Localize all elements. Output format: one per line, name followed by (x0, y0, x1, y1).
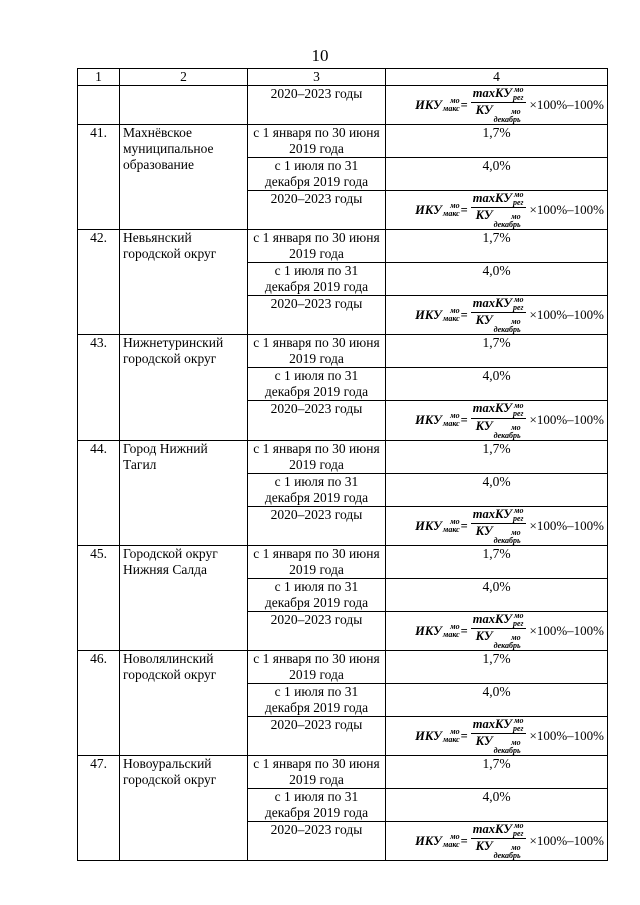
page-number: 10 (311, 46, 329, 65)
municipality-name: Нижнетуринский городской округ (120, 335, 248, 440)
value-cell: 4,0% (386, 683, 608, 716)
value-cell: 1,7% (386, 230, 608, 263)
formula: ИКУ мо макс = maxКУ мо рег КУ мо декабрь ×100%–100% (415, 610, 604, 650)
header-cell-4: 4 (386, 69, 608, 86)
table-row (78, 440, 608, 473)
formula-cell (386, 296, 608, 335)
row-number: 42. (78, 230, 120, 335)
value-cell: 4,0% (386, 578, 608, 611)
municipality-name: Махнёвское муниципальное образование (120, 125, 248, 230)
value-cell: 4,0% (386, 788, 608, 821)
row-number: 41. (78, 125, 120, 230)
formula-cell (386, 191, 608, 230)
formula: ИКУ мо макс = maxКУ мо рег КУ мо декабрь ×100%–100% (415, 715, 604, 755)
period-cell: с 1 июля по 31 декабря 2019 года (248, 683, 386, 716)
period-cell: с 1 января по 30 июня 2019 года (248, 125, 386, 158)
period-cell: с 1 января по 30 июня 2019 года (248, 230, 386, 263)
period-cell: с 1 января по 30 июня 2019 года (248, 335, 386, 368)
table-row (78, 650, 608, 683)
continuation-row (78, 86, 608, 125)
period-cell: с 1 июля по 31 декабря 2019 года (248, 263, 386, 296)
value-cell: 1,7% (386, 650, 608, 683)
period-cell: с 1 января по 30 июня 2019 года (248, 440, 386, 473)
formula: ИКУ мо макс = maxКУ мо рег КУ мо декабрь ×100%–100% (415, 190, 604, 230)
formula-cell (386, 506, 608, 545)
formula-cell (386, 821, 608, 860)
table-row (78, 125, 608, 158)
header-cell-2: 2 (120, 69, 248, 86)
municipality-name: Город Нижний Тагил (120, 440, 248, 545)
formula: ИКУ мо макс = maxКУ мо рег КУ мо декабрь ×100%–100% (415, 85, 604, 125)
period-cell: 2020–2023 годы (248, 821, 386, 860)
value-cell: 4,0% (386, 368, 608, 401)
municipality-name: Городской округ Нижняя Салда (120, 545, 248, 650)
value-cell: 1,7% (386, 545, 608, 578)
value-cell: 1,7% (386, 335, 608, 368)
value-cell: 4,0% (386, 263, 608, 296)
period-cell: с 1 июля по 31 декабря 2019 года (248, 578, 386, 611)
period-cell: с 1 января по 30 июня 2019 года (248, 545, 386, 578)
value-cell: 4,0% (386, 158, 608, 191)
header-cell-1: 1 (78, 69, 120, 86)
period-cell: 2020–2023 годы (248, 191, 386, 230)
period-cell: с 1 января по 30 июня 2019 года (248, 650, 386, 683)
table-row (78, 335, 608, 368)
formula-cell (386, 401, 608, 440)
municipality-name: Новолялинский городской округ (120, 650, 248, 755)
period-cell: 2020–2023 годы (248, 401, 386, 440)
value-cell: 1,7% (386, 125, 608, 158)
period-cell: с 1 июля по 31 декабря 2019 года (248, 788, 386, 821)
row-number: 44. (78, 440, 120, 545)
header-cell-3: 3 (248, 69, 386, 86)
municipality-name: Невьянский городской округ (120, 230, 248, 335)
period-cell: с 1 июля по 31 декабря 2019 года (248, 368, 386, 401)
formula-cell (386, 716, 608, 755)
period-cell: с 1 января по 30 июня 2019 года (248, 755, 386, 788)
value-cell: 1,7% (386, 755, 608, 788)
formula: ИКУ мо макс = maxКУ мо рег КУ мо декабрь ×100%–100% (415, 400, 604, 440)
formula: ИКУ мо макс = maxКУ мо рег КУ мо декабрь ×100%–100% (415, 821, 604, 860)
period-cell: 2020–2023 годы (248, 611, 386, 650)
tariff-table (77, 68, 608, 861)
period-cell: 2020–2023 годы (248, 716, 386, 755)
value-cell: 4,0% (386, 473, 608, 506)
period-cell: с 1 июля по 31 декабря 2019 года (248, 473, 386, 506)
formula-cell (386, 86, 608, 125)
municipality-name: Новоуральский городской округ (120, 755, 248, 860)
row-number: 47. (78, 755, 120, 860)
row-number: 46. (78, 650, 120, 755)
formula: ИКУ мо макс = maxКУ мо рег КУ мо декабрь ×100%–100% (415, 505, 604, 545)
table-row (78, 545, 608, 578)
value-cell: 1,7% (386, 440, 608, 473)
table-row (78, 755, 608, 788)
row-number: 45. (78, 545, 120, 650)
period-cell: 2020–2023 годы (248, 86, 386, 125)
period-cell: 2020–2023 годы (248, 296, 386, 335)
period-cell: 2020–2023 годы (248, 506, 386, 545)
formula-cell (386, 611, 608, 650)
formula: ИКУ мо макс = maxКУ мо рег КУ мо декабрь ×100%–100% (415, 295, 604, 335)
row-number: 43. (78, 335, 120, 440)
header-row (78, 69, 608, 86)
period-cell: с 1 июля по 31 декабря 2019 года (248, 158, 386, 191)
table-row (78, 230, 608, 263)
